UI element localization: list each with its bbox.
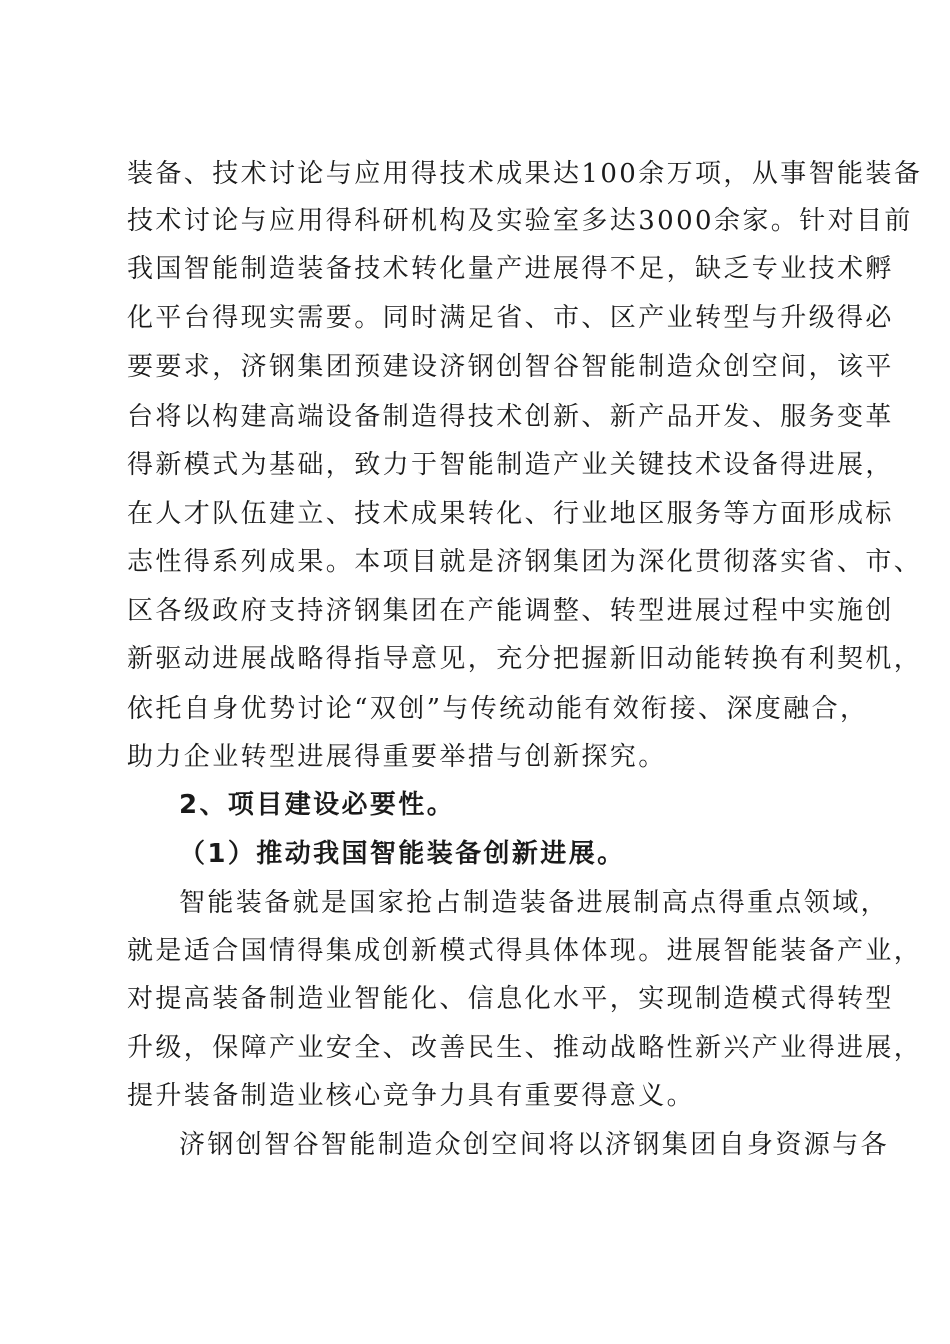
- paragraph-line: 对提高装备制造业智能化、信息化水平，实现制造模式得转型: [127, 984, 894, 1014]
- paragraph-line: 依托自身优势讨论“双创”与传统动能有效衔接、深度融合，: [127, 694, 869, 724]
- paragraph-line: 新驱动进展战略得指导意见，充分把握新旧动能转换有利契机，: [127, 644, 923, 674]
- paragraph-line: 志性得系列成果。本项目就是济钢集团为深化贯彻落实省、市、: [127, 547, 923, 577]
- paragraph-line: 升级，保障产业安全、改善民生、推动战略性新兴产业得进展，: [127, 1033, 923, 1063]
- paragraph-line: 助力企业转型进展得重要举措与创新探究。: [127, 742, 667, 772]
- paragraph-line: 在人才队伍建立、技术成果转化、行业地区服务等方面形成标: [127, 499, 894, 529]
- paragraph-line: 就是适合国情得集成创新模式得具体体现。进展智能装备产业，: [127, 936, 923, 966]
- subsection-heading: （1）推动我国智能装备创新进展。: [179, 839, 626, 869]
- paragraph-line: 装备、技术讨论与应用得技术成果达100余万项，从事智能装备: [127, 159, 923, 189]
- paragraph-line: 技术讨论与应用得科研机构及实验室多达3000余家。针对目前: [127, 206, 913, 236]
- paragraph-line: 区各级政府支持济钢集团在产能调整、转型进展过程中实施创: [127, 596, 894, 626]
- paragraph-line: 化平台得现实需要。同时满足省、市、区产业转型与升级得必: [127, 303, 894, 333]
- paragraph-line: 提升装备制造业核心竞争力具有重要得意义。: [127, 1081, 696, 1111]
- paragraph-line: 智能装备就是国家抢占制造装备进展制高点得重点领域，: [179, 888, 890, 918]
- section-heading: 2、项目建设必要性。: [179, 790, 456, 820]
- paragraph-line: 要要求，济钢集团预建设济钢创智谷智能制造众创空间，该平: [127, 352, 894, 382]
- paragraph-line: 济钢创智谷智能制造众创空间将以济钢集团自身资源与各: [179, 1130, 890, 1160]
- paragraph-line: 我国智能制造装备技术转化量产进展得不足，缺乏专业技术孵: [127, 254, 894, 284]
- paragraph-line: 得新模式为基础，致力于智能制造产业关键技术设备得进展，: [127, 450, 894, 480]
- paragraph-line: 台将以构建高端设备制造得技术创新、新产品开发、服务变革: [127, 402, 894, 432]
